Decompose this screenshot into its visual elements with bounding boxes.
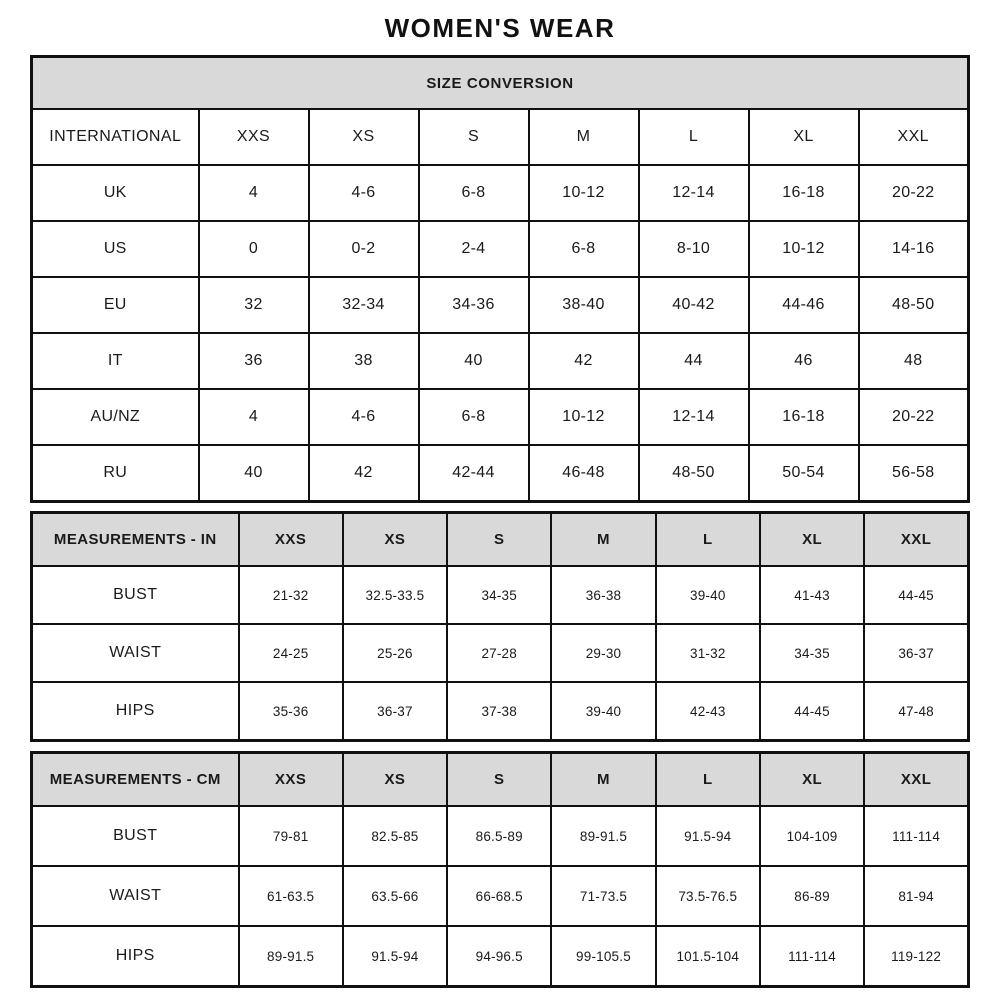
table-title: MEASUREMENTS - CM [32, 753, 239, 807]
value-cell: 48 [859, 333, 969, 389]
value-cell: 63.5-66 [343, 866, 447, 926]
value-cell: 27-28 [447, 624, 551, 682]
value-cell: 42 [529, 333, 639, 389]
value-cell: 99-105.5 [551, 926, 655, 987]
table-title: MEASUREMENTS - IN [32, 513, 239, 567]
size-header-cell: XL [749, 109, 859, 165]
size-header-cell: L [656, 513, 760, 567]
size-header-cell: S [447, 753, 551, 807]
value-cell: 94-96.5 [447, 926, 551, 987]
table-row [32, 165, 969, 221]
size-header-cell: XL [760, 753, 864, 807]
value-cell: 32 [199, 277, 309, 333]
value-cell: 31-32 [656, 624, 760, 682]
table-row [32, 866, 969, 926]
row-label-cell: HIPS [32, 682, 239, 741]
value-cell: 16-18 [749, 165, 859, 221]
row-label-cell: BUST [32, 806, 239, 866]
value-cell: 4-6 [309, 165, 419, 221]
size-header-cell: XXS [199, 109, 309, 165]
value-cell: 38-40 [529, 277, 639, 333]
value-cell: 104-109 [760, 806, 864, 866]
table-row [32, 806, 969, 866]
value-cell: 0-2 [309, 221, 419, 277]
value-cell: 34-35 [447, 566, 551, 624]
value-cell: 46-48 [529, 445, 639, 502]
value-cell: 0 [199, 221, 309, 277]
size-header-cell: S [419, 109, 529, 165]
value-cell: 2-4 [419, 221, 529, 277]
value-cell: 40-42 [639, 277, 749, 333]
size-header-cell: L [656, 753, 760, 807]
row-label-cell: US [32, 221, 199, 277]
size-header-cell: XXL [864, 753, 968, 807]
table-title: SIZE CONVERSION [32, 57, 969, 110]
value-cell: 12-14 [639, 165, 749, 221]
value-cell: 21-32 [239, 566, 343, 624]
value-cell: 39-40 [656, 566, 760, 624]
measurements-cm-table [30, 751, 970, 988]
value-cell: 119-122 [864, 926, 968, 987]
table-row [32, 277, 969, 333]
table-row [32, 333, 969, 389]
size-header-cell: XXL [859, 109, 969, 165]
value-cell: 32.5-33.5 [343, 566, 447, 624]
value-cell: 86-89 [760, 866, 864, 926]
value-cell: 47-48 [864, 682, 968, 741]
value-cell: 34-36 [419, 277, 529, 333]
size-conversion-table [30, 55, 970, 503]
row-header-cell: INTERNATIONAL [32, 109, 199, 165]
row-label-cell: WAIST [32, 866, 239, 926]
row-label-cell: RU [32, 445, 199, 502]
value-cell: 36-37 [864, 624, 968, 682]
value-cell: 6-8 [419, 389, 529, 445]
value-cell: 81-94 [864, 866, 968, 926]
value-cell: 101.5-104 [656, 926, 760, 987]
size-header-cell: M [551, 753, 655, 807]
value-cell: 40 [419, 333, 529, 389]
value-cell: 8-10 [639, 221, 749, 277]
value-cell: 6-8 [529, 221, 639, 277]
value-cell: 36-37 [343, 682, 447, 741]
size-header-cell: M [551, 513, 655, 567]
value-cell: 50-54 [749, 445, 859, 502]
size-header-cell: XS [309, 109, 419, 165]
value-cell: 37-38 [447, 682, 551, 741]
value-cell: 35-36 [239, 682, 343, 741]
value-cell: 39-40 [551, 682, 655, 741]
value-cell: 73.5-76.5 [656, 866, 760, 926]
value-cell: 10-12 [749, 221, 859, 277]
table-row [32, 445, 969, 502]
value-cell: 14-16 [859, 221, 969, 277]
value-cell: 20-22 [859, 165, 969, 221]
value-cell: 71-73.5 [551, 866, 655, 926]
page-title: WOMEN'S WEAR [384, 13, 616, 43]
size-header-cell: XXL [864, 513, 968, 567]
row-label-cell: WAIST [32, 624, 239, 682]
value-cell: 12-14 [639, 389, 749, 445]
value-cell: 4 [199, 165, 309, 221]
value-cell: 4-6 [309, 389, 419, 445]
value-cell: 10-12 [529, 165, 639, 221]
row-label-cell: UK [32, 165, 199, 221]
row-label-cell: BUST [32, 566, 239, 624]
size-header-cell: XS [343, 513, 447, 567]
value-cell: 24-25 [239, 624, 343, 682]
size-header-row [32, 513, 969, 567]
value-cell: 66-68.5 [447, 866, 551, 926]
size-header-cell: M [529, 109, 639, 165]
measurements-in-table [30, 511, 970, 742]
value-cell: 44-46 [749, 277, 859, 333]
value-cell: 32-34 [309, 277, 419, 333]
size-header-cell: L [639, 109, 749, 165]
row-label-cell: IT [32, 333, 199, 389]
row-label-cell: EU [32, 277, 199, 333]
table-row [32, 221, 969, 277]
value-cell: 56-58 [859, 445, 969, 502]
value-cell: 91.5-94 [343, 926, 447, 987]
row-label-cell: HIPS [32, 926, 239, 987]
value-cell: 36 [199, 333, 309, 389]
value-cell: 48-50 [639, 445, 749, 502]
value-cell: 48-50 [859, 277, 969, 333]
value-cell: 89-91.5 [239, 926, 343, 987]
value-cell: 29-30 [551, 624, 655, 682]
size-header-cell: XXS [239, 753, 343, 807]
value-cell: 4 [199, 389, 309, 445]
value-cell: 6-8 [419, 165, 529, 221]
value-cell: 91.5-94 [656, 806, 760, 866]
value-cell: 41-43 [760, 566, 864, 624]
value-cell: 40 [199, 445, 309, 502]
value-cell: 44-45 [760, 682, 864, 741]
size-header-cell: XXS [239, 513, 343, 567]
value-cell: 46 [749, 333, 859, 389]
size-header-cell: XS [343, 753, 447, 807]
value-cell: 44 [639, 333, 749, 389]
table-row [32, 682, 969, 741]
size-header-row [32, 109, 969, 165]
value-cell: 38 [309, 333, 419, 389]
value-cell: 111-114 [760, 926, 864, 987]
size-header-cell: XL [760, 513, 864, 567]
value-cell: 42 [309, 445, 419, 502]
value-cell: 42-44 [419, 445, 529, 502]
row-label-cell: AU/NZ [32, 389, 199, 445]
value-cell: 44-45 [864, 566, 968, 624]
table-title-row [32, 57, 969, 110]
value-cell: 34-35 [760, 624, 864, 682]
value-cell: 89-91.5 [551, 806, 655, 866]
value-cell: 16-18 [749, 389, 859, 445]
value-cell: 111-114 [864, 806, 968, 866]
value-cell: 61-63.5 [239, 866, 343, 926]
value-cell: 82.5-85 [343, 806, 447, 866]
value-cell: 25-26 [343, 624, 447, 682]
table-row [32, 389, 969, 445]
value-cell: 42-43 [656, 682, 760, 741]
value-cell: 79-81 [239, 806, 343, 866]
value-cell: 86.5-89 [447, 806, 551, 866]
value-cell: 36-38 [551, 566, 655, 624]
value-cell: 10-12 [529, 389, 639, 445]
size-header-cell: S [447, 513, 551, 567]
value-cell: 20-22 [859, 389, 969, 445]
size-header-row [32, 753, 969, 807]
table-row [32, 566, 969, 624]
table-row [32, 624, 969, 682]
table-row [32, 926, 969, 987]
